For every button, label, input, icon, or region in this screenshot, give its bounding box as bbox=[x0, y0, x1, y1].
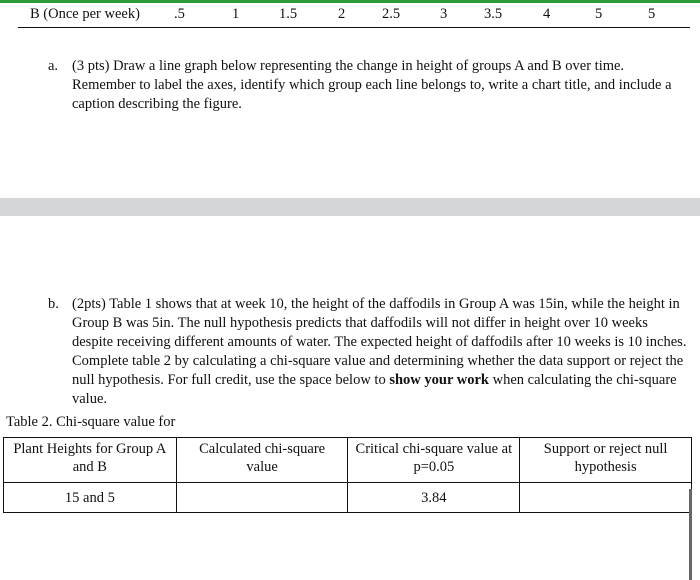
page-divider bbox=[0, 198, 700, 216]
row-value: 4 bbox=[543, 6, 551, 22]
column-header: Plant Heights for Group A and B bbox=[4, 438, 177, 483]
row-value: 1.5 bbox=[279, 6, 298, 22]
row-value: 3 bbox=[440, 6, 448, 22]
column-header: Support or reject null hypothesis bbox=[520, 438, 692, 483]
row-value: 2.5 bbox=[382, 6, 401, 22]
question-text: (3 pts) Draw a line graph below representing the change in height of groups A and B over time. Remember to label the axes, identify which group each line belongs to, write a chart title, and include a caption describing the figure. bbox=[72, 58, 672, 112]
row-value: 2 bbox=[338, 6, 346, 22]
bold-instruction: show your work bbox=[389, 372, 489, 388]
column-header: Critical chi-square value at p=0.05 bbox=[348, 438, 520, 483]
question-letter: b. bbox=[48, 296, 59, 312]
row-value: 1 bbox=[232, 6, 240, 22]
scrollbar-edge bbox=[689, 489, 692, 580]
table-cell: 3.84 bbox=[348, 483, 520, 513]
row-value: 3.5 bbox=[484, 6, 503, 22]
table-cell-answer[interactable] bbox=[520, 483, 692, 513]
table-cell: 15 and 5 bbox=[4, 483, 177, 513]
question-text bbox=[72, 295, 692, 409]
question-text-part: when calculating the chi-square value. bbox=[72, 372, 677, 407]
table-caption: Table 2. Chi-square value for bbox=[6, 414, 176, 430]
table-header-row bbox=[4, 438, 692, 483]
table1-last-row bbox=[18, 3, 690, 28]
question-letter: a. bbox=[48, 58, 59, 74]
row-value: .5 bbox=[174, 6, 185, 22]
question-text-part: (2pts) Table 1 shows that at week 10, the height of the daffodils in Group A was 15in, while the height in Group B was 5in. The null hypothesis predicts that daffodils will not differ in height over 10 weeks despite receiving different amounts of water. The expected height of daffodils after 10 weeks is 10 inches. Complete table 2 by calculating a chi-square value and determining whether the data support or reject the null hypothesis. For full credit, use the space below to bbox=[72, 296, 687, 388]
column-header: Calculated chi-square value bbox=[176, 438, 348, 483]
chi-square-table bbox=[3, 437, 692, 513]
table-cell-answer[interactable] bbox=[176, 483, 348, 513]
row-value: 5 bbox=[648, 6, 656, 22]
row-value: 5 bbox=[595, 6, 603, 22]
table-row bbox=[4, 483, 692, 513]
row-label: B (Once per week) bbox=[30, 6, 140, 22]
